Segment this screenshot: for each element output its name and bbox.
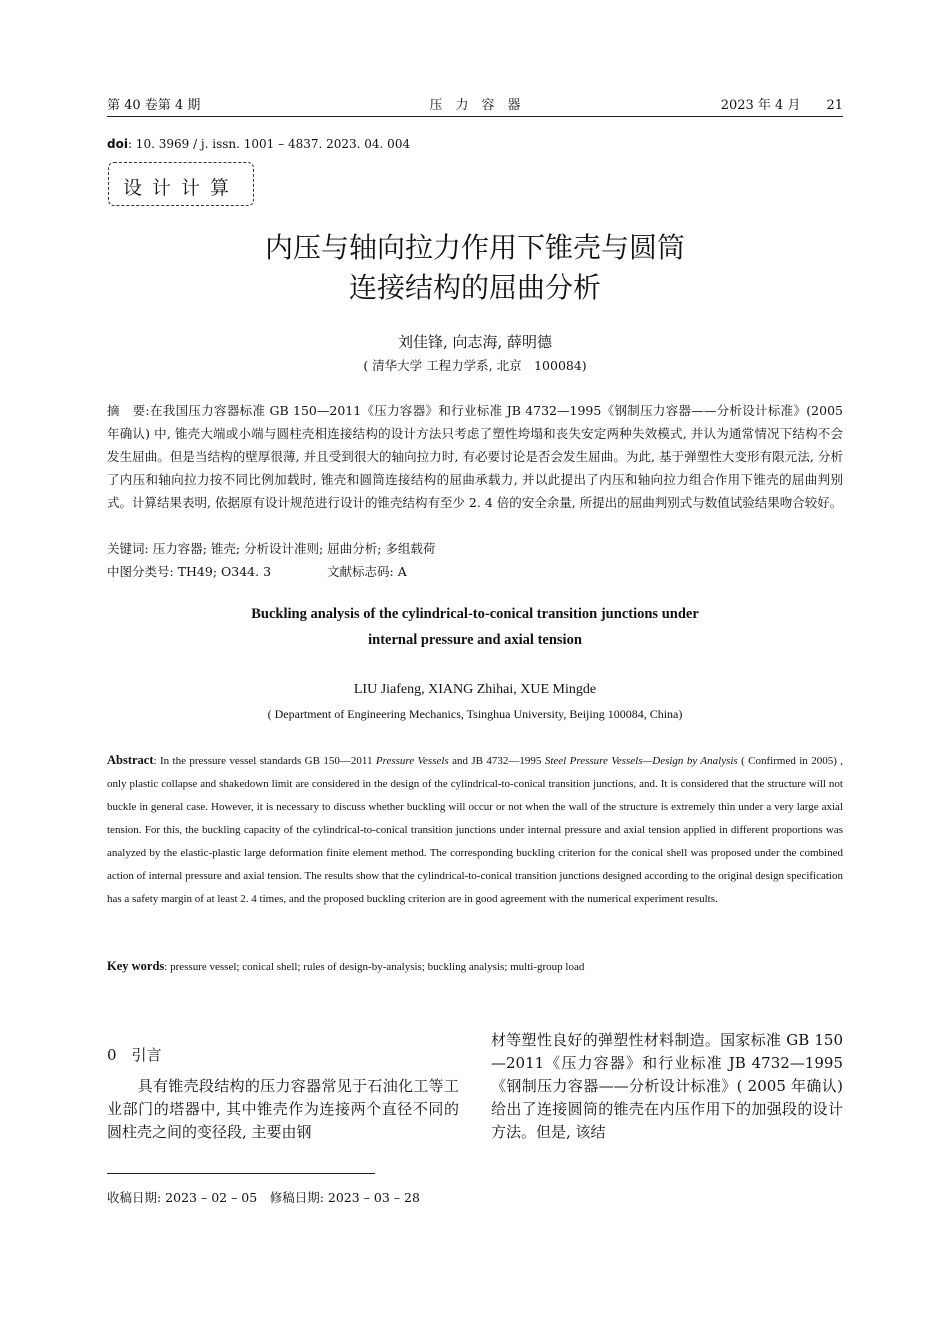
- abstract-en-italic1: Pressure Vessels: [375, 755, 449, 767]
- abstract-en-seg2: and JB 4732—1995: [448, 755, 545, 767]
- keywords-cn-text: 压力容器; 锥壳; 分析设计准则; 屈曲分析; 多组载荷: [148, 541, 436, 556]
- doi-value: : 10. 3969 / j. issn. 1001 – 4837. 2023. 04. 004: [127, 137, 411, 151]
- abstract-en: [107, 749, 843, 911]
- classification-label: 中图分类号:: [107, 564, 174, 579]
- footnote-rule: [107, 1173, 375, 1174]
- abstract-cn-text: 在我国压力容器标准 GB 150—2011《压力容器》和行业标准 JB 4732—1995《钢制压力容器——分析设计标准》(2005 年确认) 中, 锥壳大端或小端与圆柱壳相连接结构的设计方法只考虑了塑性垮塌和丧失安定两种失效模式, 并认为通常情况下结构不会发生屈曲。但是当结构的壁厚很薄, 并且受到很大的轴向拉力时, 有必要讨论是否会发生屈曲。为此, 基于弹塑性大变形有限元法, 分析了内压和轴向拉力按不同比例加载时, 锥壳和圆筒连接结构的屈曲承载力, 并以此提出了内压和轴向拉力组合作用下锥壳的屈曲判别式。计算结果表明, 依据原有设计规范进行设计的锥壳结构有至少 2. 4 倍的安全余量, 所提出的屈曲判别式与数值试验结果吻合较好。: [107, 403, 843, 510]
- classification-line: [107, 560, 843, 583]
- affiliation-en: ( Department of Engineering Mechanics, Tsinghua University, Beijing 100084, China): [267, 707, 683, 721]
- abstract-cn-label: 摘 要:: [107, 403, 150, 418]
- doc-code-label: 文献标志码:: [327, 564, 394, 579]
- abstract-en-seg3: ( Confirmed in 2005) , only plastic collapse and shakedown limit are considered in the design of the cylindrical-to-conical transition junctions, and. It is considered that the structure will not buckle in general case. However, it is necessary to discuss whether buckling will occur or not when the wall of the structure is extremely thin under a very large axial tension. For this, the buckling capacity of the cylindrical-to-conical transition junctions under internal pressure and axial tension applied in different proportions was analyzed by the elastic-plastic large deformation finite element method. The corresponding buckling criterion for the conical shell was proposed under the combined action of internal pressure and axial tension. The results show that the cylindrical-to-conical transition junctions designed according to the original design specification has a safety margin of at least 2. 4 times, and the proposed buckling criterion are in good agreement with the numerical experiment results.: [107, 755, 844, 905]
- title-en-line2: internal pressure and axial tension: [368, 632, 582, 648]
- classification-value: TH49; O344. 3: [173, 564, 272, 579]
- keywords-cn: [107, 537, 843, 560]
- footnote-dates: 收稿日期: 2023 – 02 – 05 修稿日期: 2023 – 03 – 28: [107, 1190, 420, 1205]
- section-label: 设计计算: [122, 177, 239, 199]
- header-rule: [107, 116, 843, 117]
- abstract-en-seg1: : In the pressure vessel standards GB 150—2011: [153, 755, 376, 767]
- keywords-en: [107, 955, 843, 979]
- authors-en: LIU Jiafeng, XIANG Zhihai, XUE Mingde: [353, 682, 597, 697]
- intro-heading: 0 引言: [107, 1046, 162, 1064]
- intro-right-column: 材等塑性良好的弹塑性材料制造。国家标准 GB 150—2011《压力容器》和行业标准 JB 4732—1995《钢制压力容器——分析设计标准》( 2005 年确认) 给出了连接圆筒的锥壳在内压作用下的加强段的设计方法。但是, 该结: [491, 1031, 843, 1141]
- keywords-en-label: Key words: [107, 959, 165, 973]
- abstract-en-label: Abstract: [107, 753, 154, 767]
- abstract-cn: [107, 399, 843, 514]
- doi-line: [107, 137, 410, 151]
- affiliation-cn: ( 清华大学 工程力学系, 北京 100084): [363, 358, 587, 373]
- abstract-en-italic2: Steel Pressure Vessels—Design by Analysis: [544, 755, 738, 767]
- title-cn-line1: 内压与轴向拉力作用下锥壳与圆筒: [264, 231, 685, 264]
- title-cn-line2: 连接结构的屈曲分析: [348, 271, 601, 304]
- doi-label: doi: [107, 137, 128, 151]
- title-en-line1: Buckling analysis of the cylindrical-to-conical transition junctions under: [251, 606, 699, 622]
- running-header-date-page: 2023 年 4 月 21: [720, 98, 843, 113]
- keywords-cn-label: 关键词:: [107, 541, 149, 556]
- running-header-journal: 压 力 容 器: [429, 98, 521, 113]
- running-header-volume: 第 40 卷第 4 期: [107, 98, 201, 113]
- intro-left-column: 具有锥壳段结构的压力容器常见于石油化工等工业部门的塔器中, 其中锥壳作为连接两个直径不同的圆柱壳之间的变径段, 主要由钢: [107, 1077, 459, 1141]
- authors-cn: 刘佳锋, 向志海, 薛明德: [397, 333, 553, 351]
- keywords-en-text: : pressure vessel; conical shell; rules of design-by-analysis; buckling analysis; multi-group load: [164, 961, 585, 973]
- doc-code-value: A: [393, 564, 407, 579]
